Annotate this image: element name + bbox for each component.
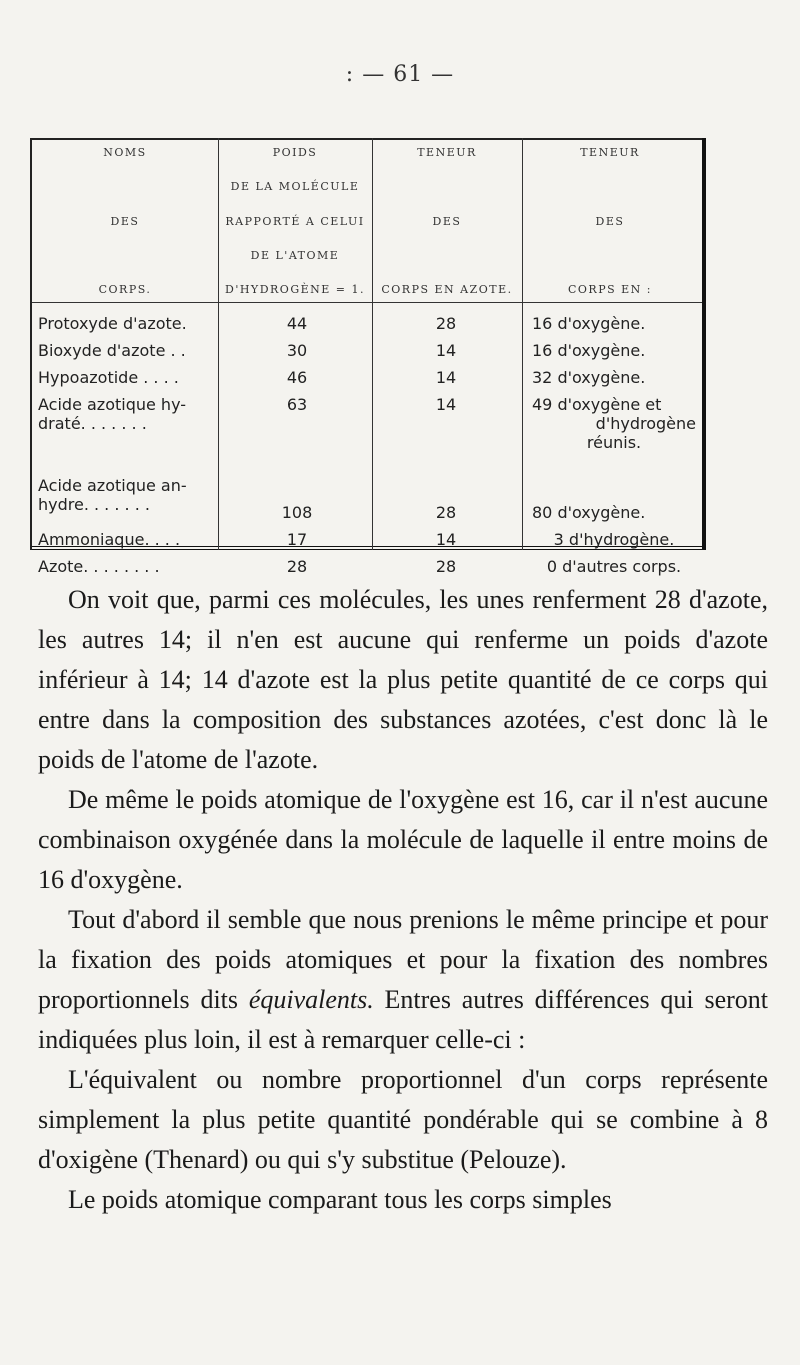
table-row: Bioxyde d'azote . . 30 14 16 d'oxygène. [38,341,646,360]
paragraph: Tout d'abord il semble que nous prenions le même principe et pour la fixation des poids atomiques et pour la fixation des nombres proportionnels dits équivalents. Entres autres différences qui seront indiquées plus loin, il est à remarquer celle-ci : [38,905,768,1054]
table-row: Ammoniaque. . . . 17 14 3 d'hydrogène. [38,530,675,549]
header-nitrogen-content: TENEUR DES CORPS EN AZOTE. [381,146,513,296]
table-row: Hypoazotide . . . . 46 14 32 d'oxygène. [38,368,646,387]
paragraph: L'équivalent ou nombre proportionnel d'un corps représente simplement la plus petite quantité pondérable qui se combine à 8 d'oxigène (Thenard) ou qui s'y substitue (Pelouze). [38,1065,768,1174]
paragraph: Le poids atomique comparant tous les corps simples [68,1185,612,1214]
data-table [30,138,706,576]
table-row: Acide azotique hy- draté. . . . . . . 63 14 49 d'oxygène et d'hydrogène réunis. [38,395,696,452]
paragraph: De même le poids atomique de l'oxygène est 16, car il n'est aucune combinaison oxygénée dans la molécule de laquelle il entre moins de 16 d'oxygène. [38,785,768,894]
header-other-content: TENEUR DES CORPS EN : [567,146,652,296]
italic-term: équivalents. [248,985,374,1014]
table-row: Acide azotique an- hydre. . . . . . . 108 28 80 d'oxygène. [38,476,646,522]
table-row: Protoxyde d'azote. 44 28 16 d'oxygène. [38,314,646,333]
table-row: Azote. . . . . . . . 28 28 0 d'autres corps. [38,557,682,576]
body-text [38,580,768,1220]
page-number: : — 61 — [345,62,455,87]
table-top-rule [32,138,702,140]
header-molecular-weight: POIDS DE LA MOLÉCULE RAPPORTÉ A CELUI DE L'ATOME D'HYDROGÈNE = 1. [225,146,365,296]
table-body [32,314,702,584]
paragraph: On voit que, parmi ces molécules, les unes renferment 28 d'azote, les autres 14; il n'en est aucune qui renferme un poids d'azote inférieur à 14; 14 d'azote est la plus petite quantité de ce corps qui entre dans la composition des substances azotées, c'est donc là le poids de l'atome de l'azote. [38,585,768,774]
header-names: NOMS DES CORPS. [98,146,152,296]
table-header-rule [32,302,702,303]
